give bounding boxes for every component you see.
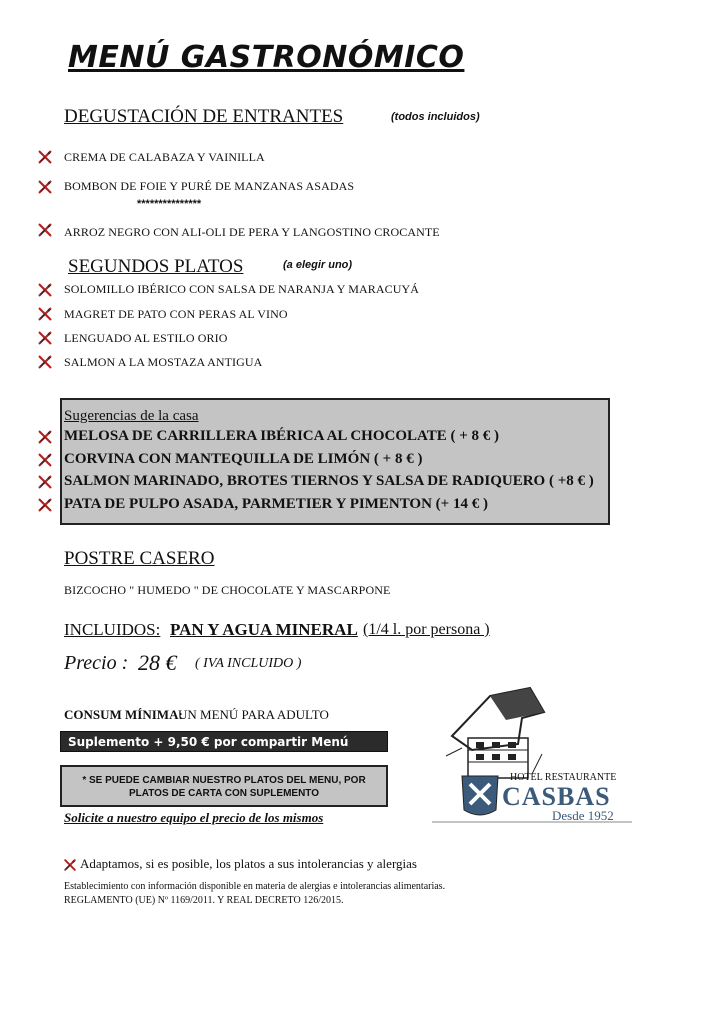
logo-hotel-text: HOTEL RESTAURANTE [510,772,617,783]
fork-knife-cross-icon [36,305,54,323]
incluidos-note: (1/4 l. por persona ) [363,621,490,638]
entrantes-heading: DEGUSTACIÓN DE ENTRANTES [64,106,344,127]
suplemento-bar: Suplemento + 9,50 € por compartir Menú [60,731,388,752]
consum-value: UN MENÚ PARA ADULTO [178,707,329,722]
segundo-item: MAGRET DE PATO CON PERAS AL VINO [64,307,288,321]
incluidos-label: INCLUIDOS: [64,620,161,639]
hotel-logo [432,684,632,826]
segundo-item: LENGUADO AL ESTILO ORIO [64,331,228,345]
sugerencia-item: CORVINA CON MANTEQUILLA DE LIMÓN ( + 8 € ) [64,451,423,467]
fork-knife-cross-icon [36,221,54,239]
postre-heading: POSTRE CASERO [64,548,215,569]
consum-label: CONSUM MÍNIMA: [64,707,183,722]
fork-knife-cross-icon [36,428,54,446]
sugerencia-item: PATA DE PULPO ASADA, PARMETIER Y PIMENTON (+ 14 € ) [64,496,488,512]
precio-label: Precio : [64,652,129,674]
fork-knife-cross-icon [36,353,54,371]
sugerencias-heading: Sugerencias de la casa [64,408,199,424]
incluidos-value: PAN Y AGUA MINERAL [170,620,358,639]
entrante-item: ARROZ NEGRO CON ALI-OLI DE PERA Y LANGOSTINO CROCANTE [64,225,440,239]
cambiar-line: * SE PUEDE CAMBIAR NUESTRO PLATOS DEL MENU, POR [82,775,366,786]
entrantes-note: (todos incluidos) [391,111,480,123]
reglamento-text: REGLAMENTO (UE) Nº 1169/2011. Y REAL DECRETO 126/2015. [64,895,344,906]
sugerencia-item: MELOSA DE CARRILLERA IBÉRICA AL CHOCOLATE ( + 8 € ) [64,428,500,444]
solicite-text: Solicite a nuestro equipo el precio de los mismos [64,810,324,825]
segundo-item: SALMON A LA MOSTAZA ANTIGUA [64,355,263,369]
alergias-text: Adaptamos, si es posible, los platos a sus intolerancias y alergias [80,856,417,871]
fork-knife-cross-icon [36,473,54,491]
sugerencia-item: SALMON MARINADO, BROTES TIERNOS Y SALSA DE RADIQUERO ( +8 € ) [64,473,594,489]
fork-knife-cross-icon [36,178,54,196]
segundos-heading: SEGUNDOS PLATOS [68,256,244,277]
entrante-item: BOMBON DE FOIE Y PURÉ DE MANZANAS ASADAS [64,179,355,193]
logo-name: CASBAS [502,782,611,811]
fork-knife-cross-icon [36,148,54,166]
precio-amount: 28 € [138,650,177,675]
fork-knife-cross-icon [36,451,54,469]
separator-stars: *************** [137,198,202,210]
logo-since: Desde 1952 [552,808,614,823]
segundos-note: (a elegir uno) [283,259,353,271]
info-text: Establecimiento con información disponible en materia de alergias e intolerancias alimentarias. [64,881,446,892]
postre-item: BIZCOCHO " HUMEDO " DE CHOCOLATE Y MASCARPONE [64,583,391,597]
fork-knife-cross-icon [36,496,54,514]
fork-knife-cross-icon [36,281,54,299]
fork-knife-cross-icon [36,329,54,347]
cambiar-line: PLATOS DE CARTA CON SUPLEMENTO [128,788,319,799]
fork-knife-cross-icon [62,857,78,873]
segundo-item: SOLOMILLO IBÉRICO CON SALSA DE NARANJA Y MARACUYÁ [64,282,420,296]
menu-title: MENÚ GASTRONÓMICO [68,40,465,75]
cambiar-box [60,765,388,807]
entrante-item: CREMA DE CALABAZA Y VAINILLA [64,150,265,164]
precio-note: ( IVA INCLUIDO ) [195,656,302,671]
